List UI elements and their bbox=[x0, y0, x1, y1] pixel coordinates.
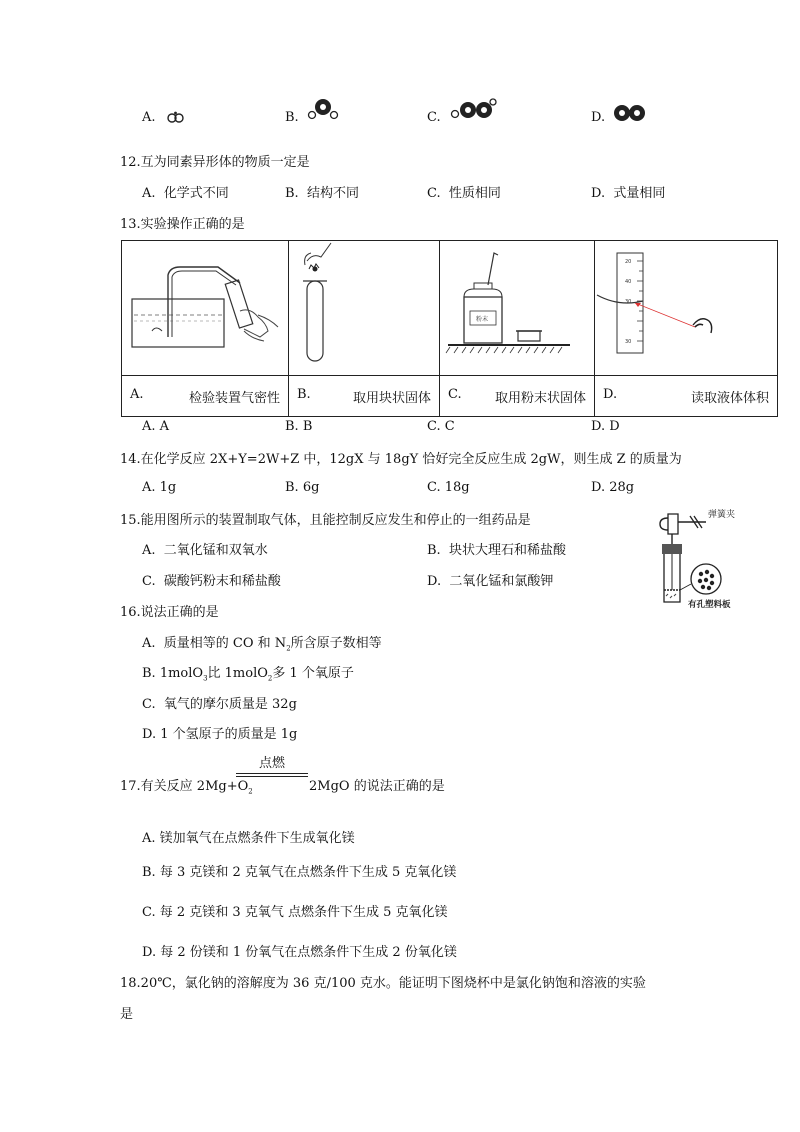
q16-stem: 16.说法正确的是 bbox=[120, 605, 219, 620]
cylinder-tick-1: 20 bbox=[625, 259, 632, 265]
q13-option-c: C. C bbox=[427, 419, 455, 434]
q13-option-b: B. B bbox=[285, 419, 313, 434]
q11-option-c-label: C. bbox=[427, 110, 441, 125]
q18-stem: 18.20℃，氯化钠的溶解度为 36 克/100 克水。能证明下图烧杯中是氯化钠饱和溶液的实验 bbox=[120, 976, 646, 991]
q12-stem: 12.互为同素异形体的物质一定是 bbox=[120, 155, 310, 170]
molecule-a-icon bbox=[166, 110, 186, 124]
q15-option-d: D. 二氧化锰和氯酸钾 bbox=[427, 574, 554, 589]
q14-option-d: D. 28g bbox=[591, 480, 635, 495]
powder-solid-figure bbox=[440, 241, 594, 371]
clamp-label: 弹簧夹 bbox=[708, 510, 736, 520]
q14-option-c: C. 18g bbox=[427, 480, 470, 495]
block-solid-figure bbox=[289, 241, 439, 371]
cell-d-caption: D. 读取液体体积 bbox=[595, 376, 778, 417]
plate-label: 有孔塑料板 bbox=[688, 600, 731, 610]
q15-option-a: A. 二氧化锰和双氧水 bbox=[142, 543, 268, 558]
condition-label: 点燃 bbox=[258, 756, 285, 771]
cell-a-figure bbox=[122, 241, 289, 376]
q11-option-a-label: A. bbox=[142, 110, 156, 125]
reaction-condition bbox=[236, 757, 308, 777]
equals-sign bbox=[236, 773, 308, 777]
q16-option-b: B. 1molO$_3$比 1molO$_2$多 1 个氧原子 bbox=[142, 666, 354, 683]
q12-option-c: C. 性质相同 bbox=[427, 186, 501, 201]
lab-operations-table bbox=[121, 240, 778, 417]
cell-c-figure bbox=[440, 241, 595, 376]
q13-option-d: D. D bbox=[591, 419, 620, 434]
q16-option-d: D. 1 个氢原子的质量是 1g bbox=[142, 727, 298, 742]
cell-b-caption: B. 取用块状固体 bbox=[289, 376, 440, 417]
q17-stem: 17.有关反应 $2Mg+O_2$ bbox=[120, 779, 253, 796]
gas-apparatus-figure bbox=[650, 504, 760, 612]
q12-option-b: B. 结构不同 bbox=[285, 186, 359, 201]
q17-option-b: B. 每 3 克镁和 2 克氧气在点燃条件下生成 5 克氧化镁 bbox=[142, 865, 457, 880]
cylinder-tick-3: 30 bbox=[625, 299, 632, 305]
q14-stem: 14.在化学反应 2X+Y=2W+Z 中，12gX 与 18gY 恰好完全反应生成 2gW，则生成 Z 的质量为 bbox=[120, 452, 682, 467]
q15-option-b: B. 块状大理石和稀盐酸 bbox=[427, 543, 566, 558]
q17-option-d: D. 每 2 份镁和 1 份氧气在点燃条件下生成 2 份氧化镁 bbox=[142, 945, 457, 960]
q11-option-b-label: B. bbox=[285, 110, 299, 125]
cylinder-tick-2: 40 bbox=[625, 279, 632, 285]
q16-option-c: C. 氧气的摩尔质量是 32g bbox=[142, 697, 297, 712]
q11-option-d-label: D. bbox=[591, 110, 606, 125]
q16-option-a: A. 质量相等的 CO 和 $N_2$所含原子数相等 bbox=[142, 636, 382, 653]
q14-option-a: A. 1g bbox=[142, 480, 177, 495]
cylinder-tick-4: 30 bbox=[625, 339, 632, 345]
q12-option-a: A. 化学式不同 bbox=[142, 186, 229, 201]
read-volume-figure bbox=[595, 241, 777, 371]
q14-option-b: B. 6g bbox=[285, 480, 320, 495]
cell-c-caption: C. 取用粉末状固体 bbox=[440, 376, 595, 417]
q13-option-a: A. A bbox=[142, 419, 170, 434]
q17-stem-post: 2MgO 的说法正确的是 bbox=[309, 779, 445, 794]
q15-stem: 15.能用图所示的装置制取气体，且能控制反应发生和停止的一组药品是 bbox=[120, 513, 531, 528]
q15-option-c: C. 碳酸钙粉末和稀盐酸 bbox=[142, 574, 281, 589]
molecule-c-icon bbox=[448, 98, 498, 122]
q13-stem: 13.实验操作正确的是 bbox=[120, 217, 245, 232]
cell-b-figure bbox=[289, 241, 440, 376]
q17-option-c: C. 每 2 克镁和 3 克氧气 点燃条件下生成 5 克氧化镁 bbox=[142, 905, 448, 920]
cell-a-caption: A. 检验装置气密性 bbox=[122, 376, 289, 417]
q18-stem-continued: 是 bbox=[120, 1007, 134, 1022]
q12-option-d: D. 式量相同 bbox=[591, 186, 666, 201]
molecule-d-icon bbox=[612, 103, 648, 123]
q17-option-a: A. 镁加氧气在点燃条件下生成氧化镁 bbox=[142, 831, 355, 846]
cell-d-figure bbox=[595, 241, 778, 376]
powder-label: 粉末 bbox=[476, 316, 489, 323]
airtightness-check-figure bbox=[122, 241, 288, 371]
molecule-b-icon bbox=[306, 98, 340, 120]
